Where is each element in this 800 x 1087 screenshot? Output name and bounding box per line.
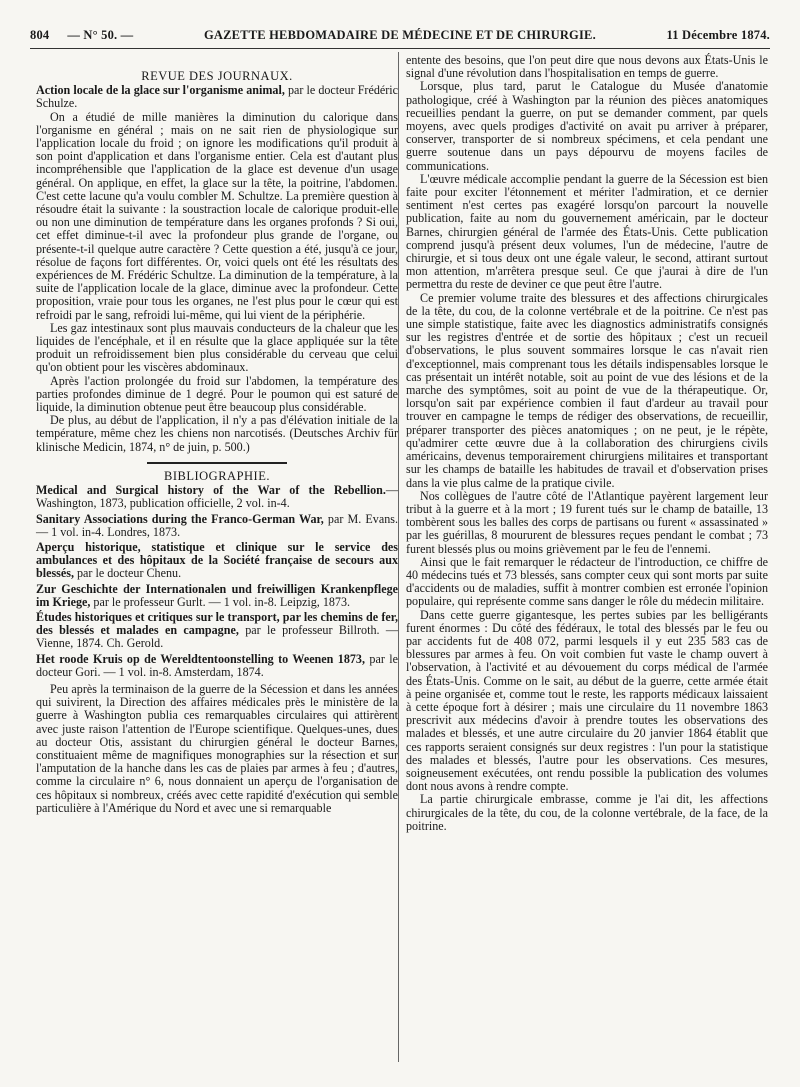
paragraph: Ainsi que le fait remarquer le rédacteur de l'introduction, ce chiffre de 40 médecins tués et 73 blessés, sans compter ceux qui sont morts par suite d'accidents ou de maladies, suffit à montrer combien est erronée l'opinion populaire, qui représente comme sans danger le rôle du médecin militaire.	[406, 554, 768, 609]
page-number: 804	[30, 28, 50, 42]
section-separator	[147, 462, 287, 464]
bibliography-entry: Aperçu historique, statistique et clinique sur le service des ambulances et des hôpitaux de la Société française de secours aux blessés, par le docteur Chenu.	[36, 539, 398, 581]
paragraph: Dans cette guerre gigantesque, les pertes subies par les belligérants furent énormes : Du côté des fédéraux, le total des blessés par le feu ou par accidents fut de 408 072, parmi lesquels il y eut 235 583 cas de blessures par armes à feu. On voit combien fut vaste le champ ouvert à l'observation, à l'activité et au dévouement du corps médical de l'armée des États-Unis. Comme on le sait, au début de la guerre, cette armée était à peine organisée et, comme tout le reste, les rapports médicaux laissaient à cette époque fort à désirer ; mais une circulaire du 11 novembre 1863 prescrivit aux médecins d'avoir à prendre toutes les observations des malades et blessés, et une autre circulaire du 20 janvier 1864 établit que ces rapports seraient consignés sur deux registres : l'un pour la statistique des malades et blessés, l'autre pour les observations. Ces mesures, soigneusement exécutées, ont rendu possible la publication des volumes dont nous avons à rendre compte.	[406, 607, 768, 794]
paragraph: La partie chirurgicale embrasse, comme je l'ai dit, les affections chirurgicales de la tête, du cou, de la colonne vertébrale, de la face, de la poitrine.	[406, 792, 768, 833]
paragraph: Peu après la terminaison de la guerre de la Sécession et dans les années qui suivirent, la Direction des affaires médicales près le ministère de la guerre à Washington publia ces remarquables circulaires qui attirèrent avec juste raison l'attention de l'Europe scientifique. Quelques-unes, dues au docteur Otis, assistant du chirurgien général le docteur Barnes, constituaient même de magnifiques monographies sur la résection et sur l'amputation de la hanche dans les cas de plaies par armes à feu ; d'autres, comme la circulaire n° 6, nous donnaient un aperçu de l'organisation de ces hôpitaux si nombreux, créés avec cette rapidité d'exécution qui semble particulière à l'Amérique du Nord et avec une si remarquable	[36, 681, 398, 815]
paragraph: Après l'action prolongée du froid sur l'abdomen, la température des parties profondes diminue de 1 degré. Pour le poumon qui est saturé de liquide, la diminution obtenue peut être beaucoup plus considérable.	[36, 373, 398, 415]
section-title-bibliographie: BIBLIOGRAPHIE.	[164, 468, 270, 483]
bibliography-entry: Het roode Kruis op de Wereldtentoonstelling to Weenen 1873, par le docteur Gori. — 1 vol. in-8. Amsterdam, 1874.	[36, 651, 398, 679]
journal-title: GAZETTE HEBDOMADAIRE DE MÉDECINE ET DE CHIRURGIE.	[203, 28, 596, 42]
section-title-revue: REVUE DES JOURNAUX.	[141, 69, 293, 83]
bibliography-entry: Medical and Surgical history of the War of the Rebellion.—Washington, 1873, publication officielle, 2 vol. in-4.	[36, 483, 398, 511]
right-column	[406, 54, 768, 833]
page-header	[30, 28, 770, 46]
paragraph: Lorsque, plus tard, parut le Catalogue du Musée d'anatomie pathologique, créé à Washington par la réunion des pièces anatomiques recueillies pendant la guerre, on put se demander comment, par quels moyens, avec quels prodiges d'activité on avait pu arriver à préparer, conserver, transporter de si nombreux spécimens, et cela pendant une guerre soutenue dans un pays dépourvu de moyens faciles de communications.	[406, 79, 768, 173]
paragraph: L'œuvre médicale accomplie pendant la guerre de la Sécession est bien faite pour exciter l'étonnement et mériter l'admiration, et ce dernier sentiment n'est certes pas exagéré lorsqu'on parcourt la nouvelle publication, faite au nom du gouvernement américain, par le docteur Barnes, chirurgien général de l'armée des États-Unis. Cette publication comprend jusqu'à présent deux volumes, l'un de médecine, l'autre de chirurgie, et si tous deux ont une égale valeur, le second, attirant surtout mon attention, m'arrêtera presque seul. Ce que j'aurai à dire de l'un permettra du reste de deviner ce que peut être l'autre.	[406, 171, 768, 292]
paragraph: entente des besoins, que l'on peut dire que nous devons aux États-Unis le signal d'une révolution dans l'hospitalisation en temps de guerre.	[406, 53, 768, 81]
issue-number: — N° 50. —	[67, 28, 134, 42]
issue-date: 11 Décembre 1874.	[666, 28, 770, 42]
paragraph: On a étudié de mille manières la diminution du calorique dans l'organisme en général ; mais on ne sait rien de physiologique sur l'application locale du froid ; on ignore les modifications qu'il produit à son point d'application et dans l'organisme entier. Cela est d'autant plus incompréhensible que l'application de la glace est devenue d'un usage général. On applique, en effet, la glace sur la tête, la poitrine, l'abdomen. C'est cette lacune qu'a voulu combler M. Schultze. La première question à résoudre était la suivante : la soustraction locale de calorique produit-elle ou non une diminution de température dans les organes profonds ? Si oui, cet effet diminue-t-il avec la profondeur plus grande de l'organe, ou présente-t-il quelque autre caractère ? Cette question a été, jusqu'à ce jour, résolue de façons fort différentes. Or, voici quels ont été les résultats des expériences de M. Frédéric Schultze. La diminution de la température, à la suite de l'application locale de la glace, diminue avec la profondeur. Cette proposition, vraie pour tous les organes, ne l'est plus pour le cœur qui est refroidi par le sang, refroidi lui-même, qui lui vient de la périphérie.	[36, 109, 398, 322]
column-divider	[398, 52, 399, 1062]
bibliography-entry: Zur Geschichte der Internationalen und freiwilligen Krankenpflege im Kriege, par le professeur Gurlt. — 1 vol. in-8. Leipzig, 1873.	[36, 581, 398, 609]
header-rule	[30, 48, 770, 49]
paragraph: Les gaz intestinaux sont plus mauvais conducteurs de la chaleur que les liquides de l'encéphale, et il en résulte que la glace appliquée sur la tête produit un refroidissement bien plus considérable du cerveau que celui qu'on obtient pour les viscères abdominaux.	[36, 320, 398, 375]
bibliography-entry: Études historiques et critiques sur le transport, par les chemins de fer, des blessés et malades en campagne, par le professeur Billroth. — Vienne, 1874. Ch. Gerold.	[36, 609, 398, 651]
paragraph: Ce premier volume traite des blessures et des affections chirurgicales de la tête, du cou, de la colonne vertébrale et de la poitrine. Ce n'est pas une simple statistique, faite avec les diagnostics administratifs consignés sur les registres d'entrée et de sortie des hôpitaux ; c'est un recueil d'observations, le plus souvent sommaires lorsque le cas n'avait rien d'exceptionnel, mais comprenant tous les détails indispensables lorsque le cas présentait un intérêt notable, soit au point de vue des lésions et de la marche des symptômes, soit au point de vue de la thérapeutique. Or, lorsqu'on sait par expérience combien il faut d'ardeur au travail pour trouver en campagne le temps de rédiger des observations, de recueillir, préparer transporter des pièces anatomiques ; on ne peut, je le répète, qu'admirer cette œuvre due à la collaboration des chirurgiens civils américains, devenus temporairement chirurgiens militaires et transportant sur les champs de bataille les habitudes de travail et d'observation prises dans la vie plus calme de la pratique civile.	[406, 290, 768, 490]
paragraph: Nos collègues de l'autre côté de l'Atlantique payèrent largement leur tribut à la guerre et à la mort ; 19 furent tués sur le champ de bataille, 13 tombèrent sous les balles des corps de partisans ou furent « assassinated » par les guérillas, 8 moururent de blessures reçues pendant le combat ; 73 furent blessés plus ou moins grièvement par le feu de l'ennemi.	[406, 488, 768, 556]
bibliography-entry: Sanitary Associations during the Franco-German War, par M. Evans. — 1 vol. in-4. Londres, 1873.	[36, 511, 398, 539]
left-column	[36, 54, 398, 815]
article-title: Action locale de la glace sur l'organisme animal, par le docteur Frédéric Schulze.	[36, 83, 398, 111]
paragraph: De plus, au début de l'application, il n'y a pas d'élévation initiale de la température, même chez les chiens non narcotisés. (Deutsches Archiv für klinische Medicin, 1874, n° de juin, p. 500.)	[36, 413, 398, 454]
